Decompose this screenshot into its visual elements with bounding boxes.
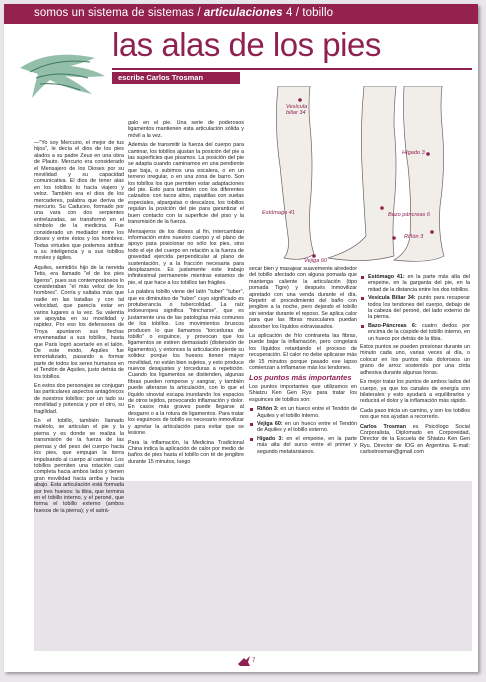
list-item <box>249 421 357 434</box>
series-name: articulaciones <box>203 7 283 19</box>
paragraph: Aquiles, semidiós hijo de la nereida Tetis, era llamado "el de los pies ligeros", pues sus contemporáneos lo consideraban "el más veloz de los hombres". Corría y saltaba más que nadie en las batallas y con tal velocidad, que parecía estar en varios lugares a la vez. Su valentía se apoyaba en su movilidad y rapidez. Por eso los defensores de Troya apuntaron sus flechas envenenadas a sus tobillos, hasta que Paris logró acertarle en el talón. De este modo, Aquiles fue inmortalizado, pasando a formar parte de todos los seres humanos en el Tendón de Aquiles, justo detrás de los tobillos. <box>34 264 124 380</box>
paragraph: Además de transmitir la fuerza del cuerpo para caminar, los tobillos ajustan la posición del pie a las superficies que pisamos. La posición del pie se adapta cuando caminamos en una pendiente que baja, o subimos una escalera, o en un terreno irregular, o en una zona de barro. Son los tobillos los que permiten estar adaptaciones del pie. Esto para también con los diferentes calzados: con tacos altos, zapatillas con suelas especiales, alpargatas o descalzos, los tobillos regulan la posición del pie para garantizar el buen contacto con la superficie del piso y la transmisión de la fuerza. <box>128 142 244 226</box>
author-name: Carlos Trosman <box>360 423 406 430</box>
column-1 <box>34 140 124 517</box>
label-vejiga: Vejiga 60 <box>304 258 328 264</box>
paragraph: En estos dos personajes se conjugan las particulares aspectos antagónicos de nuestros tobillos: por un lado su movilidad y potencia y por el otro, su fragilidad. <box>34 383 124 415</box>
paragraph: Para la inflamación, la Medicina Tradicional China indica la aplicación de calor por medio de baños de pies hasta el tobillo con té de jengibre durante 15 minutos, luego <box>128 439 244 465</box>
column-3 <box>249 266 357 457</box>
title-rule <box>112 68 472 70</box>
paragraph: La aplicación de frío contrareta las fibras, puede bajar la inflamación, pero congelará los líquidos retardando el proceso de recuperación. El calor no debe aplicarse más de 15 minutos porque pasado ese lapso comienzan a inflamarse más los tendones. <box>249 333 357 372</box>
paragraph: Cada paso inicia un camino, y son los tobillos nos que nos ayudan a recorrerlo. <box>360 407 470 421</box>
point-name: Riñón 3: <box>257 406 279 413</box>
paragraph: Estos puntos se pueden presionar durante un minuto cada uno, varias veces al día, o colocar en los puntos más dolorosos un grano de arroz sostenido por una cinta adhesiva durante algunas horas. <box>360 344 470 376</box>
subheading: Los puntos más importantes <box>249 372 352 382</box>
list-item <box>360 295 470 321</box>
point-text: en la parte más alta del empeine, en la garganta del pie, en la mitad de la distancia entre los dos tobillos. <box>368 274 470 293</box>
byline: escribe Carlos Trosman <box>118 73 204 82</box>
point-text: en un hueco entre el Tendón de Aquiles y el tobillo externo. <box>257 420 357 434</box>
section-name: somos un sistema de sistemas <box>34 7 195 19</box>
list-item <box>249 406 357 419</box>
list-item <box>360 323 470 342</box>
point-name: Bazo-Páncreas 6: <box>368 322 417 329</box>
article-title: las alas de los pies <box>112 26 381 63</box>
point-name: Vesícula Biliar 34: <box>368 295 416 302</box>
label-estomago: Estómago 41 <box>262 210 295 216</box>
paragraph: Mensajeros de los dioses al fin, intercambian información entre nuestro cuerpo y el plano de apoyo para posicionar no sólo los pies, sino todo el eje del cuerpo en relación a la fuerza de gravedad ejercida perpendicular al plano de sustentación, y a la fracción necesaria para desplazarnos. Es justamente este trabajo infinitesimal permanente mientras estamos de pie, el que hace a los tobillos tan frágiles. <box>128 228 244 286</box>
list-item <box>360 274 470 293</box>
magazine-page <box>4 4 478 672</box>
paragraph: La palabra tobillo viene del latín "tuber" "tuber", que es diminutivo de "tuber" cuyo significado es protuberancia o tubercolidad. La raíz indoeuropea significa "hincharse", que es justamente una de las patologías más comunes de los tobillos. Los movimientos bruscos producen lo que llamamos "torceduras de tobillo" o esguince, y provocan que los ligamentos se estiren demasiado (distensión de ligamentos), y entonces la articulación pierde su solidez porque los huesos tienen mayor movilidad, no están bien sujetos, y esto produce nuevos desajustes y torceduras a repetición. Cuando los ligamentos se distienden, algunas fibras pueden romperse y sangrar, y también puede alterarse la articulación, con lo que el líquido sinovial escapa inundando los espacios de otros tejidos, provocando inflamación y dolor. En casos más graves puede llegarse al desgarro o a la rotura de ligamentos. Para tratar los esguinces de tobillo es necesario inmovilizar y apretar la articulación para evitar que se lesione. <box>128 289 244 437</box>
point-text: punto para recuperar todos los tendones del cuerpo, debajo de la cabeza del peroné, del lado externo de la pierna. <box>368 295 470 321</box>
byline-bar <box>112 72 240 84</box>
points-list <box>249 406 357 455</box>
author-bio: es Psicólogo Social Corporalista, Diplomado en Corporeidad, Director de la Escuela de Shiatzu Ken Gen Ryu. Director de IOG en Argentina. E-mail: carlostrosman@gmail.com <box>360 423 470 456</box>
label-bazo: Bazo páncreas 6 <box>388 212 430 218</box>
paragraph: Los puntos importantes que utilizamos en Shiatzu Ken Gen Ryu para tratar los esguinces de tobillos son: <box>249 383 357 403</box>
leg-acupoints-illustration <box>244 86 474 268</box>
column-4 <box>360 274 470 459</box>
list-item <box>249 436 357 455</box>
paragraph: En el tobillo, también llamado maléolo, se articulan el pie y la pierna y es donde se realiza la transmisión de la fuerza de las piernas y del peso del cuerpo hacia los pies, que empujan la tierra impulsando al cuerpo al caminar. Los tobillos permiten una rotación casi completa hacia ambos lados y tienen gran movilidad hacia arriba y hacia abajo. Esta articulación está formada por tres huesos: la tibia, que termina en el tobillo interno, y el peroné, que forma el tobillo externo (ambos huesos de la pierna); y el astrá- <box>34 418 124 514</box>
breadcrumb-separator: / <box>194 7 204 19</box>
winged-foot-icon <box>236 654 252 668</box>
part-number: 4 / <box>282 7 303 19</box>
mercury-wing-icon <box>10 28 120 128</box>
paragraph: —"Yo soy Mercurio, el mejor de tus hijos", le decía el dios de los pies alados a su padre Zeus en una obra de Plauto. Mercurio era considerado el Mensajero de los Dioses por su movilidad y su capacidad comunicativa. El dios de tener alas en los tobillos lo hacía viajero y veloz. También era el dios de los mercaderes, palabra que deriva de mercurio. Su Caduceo, formado por una vara con dos serpientes entrelazadas, se transformó en el símbolo de la medicina. Fue considerado un mediador entre los dioses y entre éstos y los hombres. Todas virtudes que podemos atribuir a su inteligencia y a sus tobillos movles y ágiles. <box>34 140 124 262</box>
topic-name: tobillo <box>302 7 334 19</box>
paragraph: secar bien y masajear suavemente alrededor del tobillo afectado con alguna pomada que mantenga caliente la articulación (tipo pomada Tigre) y después inmovilizar apretado con una venda durante el día. Repetir el procedimiento del baño con jengibre a la noche, pero dejando el tobillo sin vendar durante el reposo. Se aplica calor para que las fibras musculares puedan absorber los líquidos extravasados. <box>249 266 357 330</box>
point-text: en un hueco entre el Tendón de Aquiles y el tobillo interno. <box>257 406 358 419</box>
point-name: Vejiga 60: <box>257 420 283 427</box>
point-name: Estómago 41: <box>368 274 405 280</box>
point-text: en el empeine, en la parte más alta del surco entre el primer y segundo metatarsianos. <box>257 435 357 455</box>
section-breadcrumb <box>34 7 333 19</box>
label-higado: Hígado 3 <box>402 150 425 156</box>
column-2 <box>128 120 244 468</box>
page-number: 7 <box>252 658 256 664</box>
paragraph: Es mejor tratar los puntos de ambos lados del cuerpo, ya que los canales de energía son bilaterales y esto ayudará a equilibrarlos y reducirá el dolor y la inflamación más rápido. <box>360 379 470 405</box>
paragraph: galo en el pie. Una serie de poderosos ligamentos mantienen esta articulación sólida y móvil a la vez. <box>128 120 244 139</box>
point-text: cuatro dedos por encima de la cúspide del tobillo interno, en un hueco por detrás de la tibia. <box>368 322 470 342</box>
label-rinon: Riñón 3 <box>404 234 424 240</box>
label-vesicula: Vesícula biliar 34 <box>286 104 308 116</box>
section-header-bar <box>4 4 478 24</box>
author-credit <box>360 424 470 456</box>
points-list <box>360 274 470 342</box>
point-name: Hígado 3: <box>257 435 284 442</box>
